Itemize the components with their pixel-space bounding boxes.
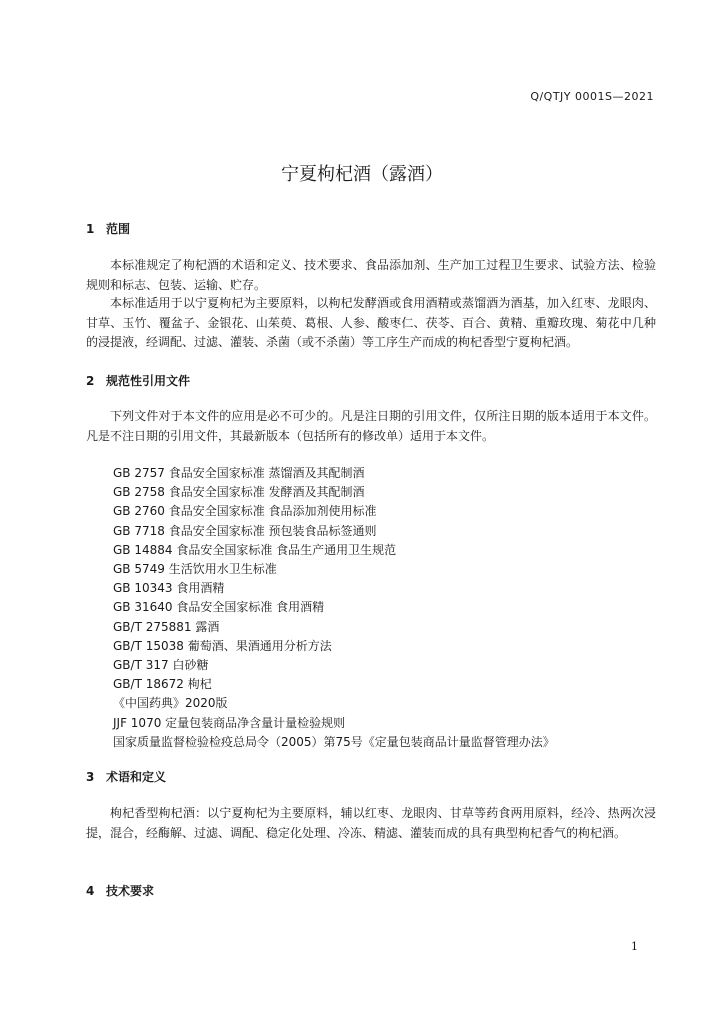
section-title: 范围 bbox=[106, 222, 131, 236]
reference-item: JJF 1070 定量包装商品净含量计量检验规则 bbox=[113, 715, 346, 730]
reference-item: GB/T 275881 露酒 bbox=[113, 619, 220, 634]
reference-item: GB 2760 食品安全国家标准 食品添加剂使用标准 bbox=[113, 504, 377, 519]
section-2-paragraph-1: 下列文件对于本文件的应用是必不可少的。凡是注日期的引用文件，仅所注日期的版本适用于本文件。凡是不注日期的引用文件，其最新版本（包括所有的修改单）适用于本文件。 bbox=[86, 409, 656, 443]
reference-item: 国家质量监督检验检疫总局令（2005）第75号《定量包装商品计量监督管理办法》 bbox=[113, 734, 555, 749]
document-code: Q/QTJY 0001S—2021 bbox=[530, 90, 654, 103]
reference-item: GB 31640 食品安全国家标准 食用酒精 bbox=[113, 600, 325, 615]
section-1-paragraph-2: 本标准适用于以宁夏枸杞为主要原料，以枸杞发酵酒或食用酒精或蒸馏酒为酒基，加入红枣、龙眼肉、甘草、玉竹、覆盆子、金银花、山茱萸、葛根、人参、酸枣仁、茯苓、百合、黄精、重瓣玫瑰、菊花中几种的浸提液，经调配、过滤、灌装、杀菌（或不杀菌）等工序生产而成的枸杞香型宁夏枸杞酒。 bbox=[86, 296, 656, 349]
section-4-heading bbox=[86, 882, 154, 899]
page-number: 1 bbox=[631, 940, 638, 953]
reference-item: GB 10343 食用酒精 bbox=[113, 581, 225, 596]
section-title: 规范性引用文件 bbox=[106, 374, 191, 388]
section-1-paragraph-1: 本标准规定了枸杞酒的术语和定义、技术要求、食品添加剂、生产加工过程卫生要求、试验方法、检验规则和标志、包装、运输、贮存。 bbox=[86, 258, 656, 292]
normative-references-list bbox=[113, 464, 555, 752]
reference-item: GB/T 317 白砂糖 bbox=[113, 658, 209, 673]
section-number: 3 bbox=[86, 770, 95, 784]
section-number: 1 bbox=[86, 222, 95, 236]
reference-item: GB 7718 食品安全国家标准 预包装食品标签通则 bbox=[113, 523, 377, 538]
section-title: 技术要求 bbox=[106, 884, 155, 898]
section-number: 2 bbox=[86, 374, 95, 388]
reference-item: GB/T 15038 葡萄酒、果酒通用分析方法 bbox=[113, 638, 332, 653]
section-title: 术语和定义 bbox=[106, 770, 167, 784]
section-2-heading bbox=[86, 372, 190, 389]
section-1-heading bbox=[86, 220, 130, 237]
reference-item: GB 14884 食品安全国家标准 食品生产通用卫生规范 bbox=[113, 542, 397, 557]
reference-item: GB/T 18672 枸杞 bbox=[113, 677, 212, 692]
document-title: 宁夏枸杞酒（露酒） bbox=[281, 164, 443, 185]
reference-item: GB 2758 食品安全国家标准 发酵酒及其配制酒 bbox=[113, 485, 365, 500]
section-3-paragraph-1: 枸杞香型枸杞酒：以宁夏枸杞为主要原料，辅以红枣、龙眼肉、甘草等药食两用原料，经冷、热两次浸提，混合，经酶解、过滤、调配、稳定化处理、冷冻、精滤、灌装而成的具有典型枸杞香气的枸杞酒。 bbox=[86, 806, 656, 840]
reference-item: GB 2757 食品安全国家标准 蒸馏酒及其配制酒 bbox=[113, 466, 365, 480]
section-3-heading bbox=[86, 768, 166, 785]
section-number: 4 bbox=[86, 884, 95, 898]
reference-item: 《中国药典》2020版 bbox=[113, 696, 228, 711]
reference-item: GB 5749 生活饮用水卫生标准 bbox=[113, 562, 277, 577]
